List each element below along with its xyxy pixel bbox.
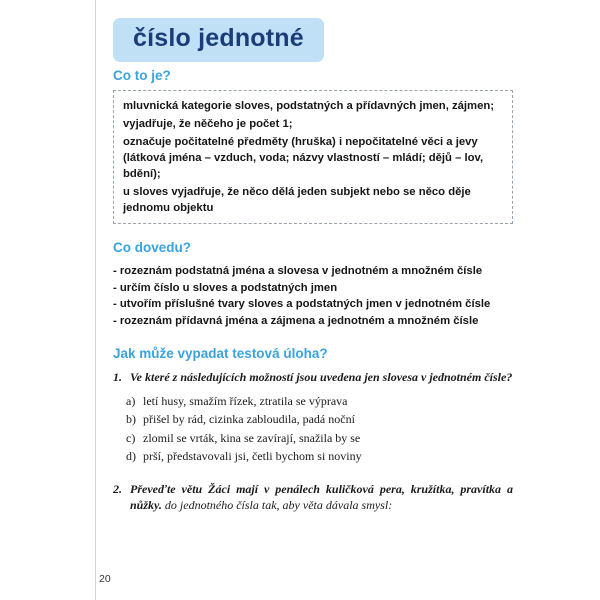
definition-line: u sloves vyjadřuje, že něco dělá jeden subjekt nebo se něco děje jednomu objektu [123, 186, 471, 215]
section-heading-sample-task: Jak může vypadat testová úloha? [113, 346, 328, 362]
task-list [113, 369, 513, 514]
option-row [113, 411, 513, 428]
page-number: 20 [99, 573, 111, 585]
task-question-normal: do jednotného čísla tak, aby věta dávala smysl: [161, 498, 393, 513]
task-question [130, 481, 513, 513]
section-heading-what-i-can-do: Co dovedu? [113, 240, 191, 256]
option-letter: d) [126, 448, 136, 463]
option-row [113, 448, 513, 465]
list-item: - rozeznám podstatná jména a slovesa v jednotném a množném čísle [113, 264, 483, 277]
task-question: Ve které z následujících možností jsou uvedena jen slovesa v jednotném čísle? [130, 369, 513, 384]
option-text: přišel by rád, cizinka zabloudila, padá noční [143, 412, 355, 427]
option-letter: a) [126, 393, 136, 408]
option-text: zlomil se vrták, kina se zavírají, snažila by se [143, 430, 361, 445]
option-text: letí husy, smažím řízek, ztratila se výprava [143, 393, 348, 408]
skills-list [113, 263, 513, 331]
margin-rule [95, 0, 96, 600]
task-question-bold: Převeďte větu Žáci mají v penálech kuličková pera, kružítka, pravítka a nůžky. [130, 482, 513, 513]
option-letter: c) [126, 430, 136, 445]
option-row [113, 393, 513, 410]
task-number: 2. [113, 482, 122, 497]
page-title-box [113, 18, 324, 62]
option-row [113, 430, 513, 447]
list-item: - rozeznám přídavná jména a zájmena a jednotném a množném čísle [113, 315, 479, 328]
task-number: 1. [113, 369, 122, 384]
definition-line: mluvnická kategorie sloves, podstatných a přídavných jmen, zájmen; [123, 100, 495, 113]
option-letter: b) [126, 412, 136, 427]
list-item: - utvořím příslušné tvary sloves a podstatných jmen v jednotném čísle [113, 298, 491, 311]
definition-box [113, 90, 513, 224]
section-heading-what-is-it: Co to je? [113, 68, 171, 83]
definition-line: vyjadřuje, že něčeho je počet 1; [123, 118, 293, 131]
definition-line: označuje počitatelné předměty (hruška) i nepočitatelné věci a jevy (látková jména – vzduch, voda; názvy vlastností – mládí; dějů – lov, bdění); [123, 136, 484, 181]
list-item: - určím číslo u sloves a podstatných jmen [113, 281, 338, 294]
option-text: prší, představovali jsi, četli bychom si noviny [143, 448, 362, 463]
page-content [113, 68, 513, 522]
page-title: číslo jednotné [133, 24, 304, 52]
task-item [113, 369, 513, 385]
task-item [113, 481, 513, 513]
task-options [113, 393, 513, 466]
